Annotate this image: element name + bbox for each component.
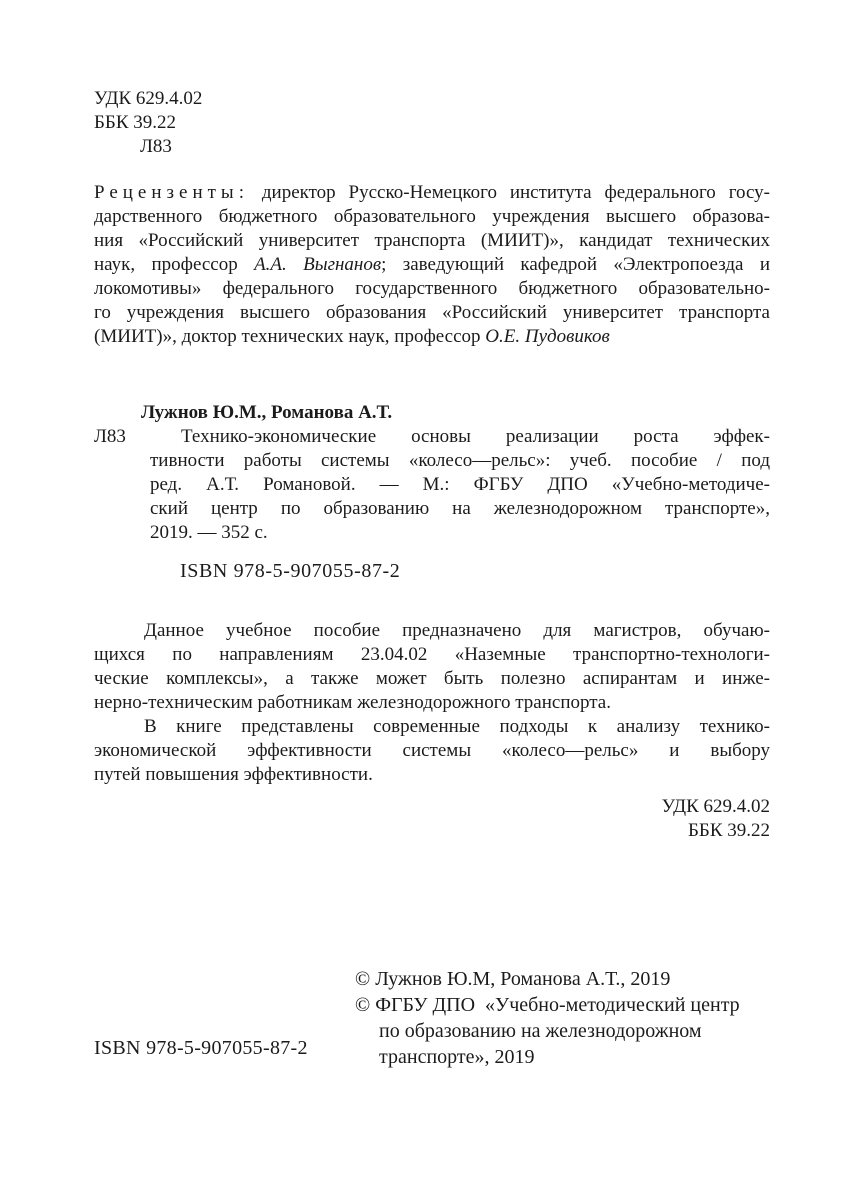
text-line: ский центр по образованию на железнодорожном транспорте», [150, 498, 770, 519]
catalog-code-label: Л83 [94, 426, 126, 447]
udk-number-bottom: УДК 629.4.02 [661, 796, 770, 817]
copyright-block [355, 966, 785, 1070]
text-line: дарственного бюджетного образовательного учреждения высшего образова- [94, 206, 770, 227]
reviewers-paragraph [94, 181, 770, 349]
text-line: © Лужнов Ю.М, Романова А.Т., 2019 [355, 968, 671, 990]
text-line: ред. А.Т. Романовой. — М.: ФГБУ ДПО «Учебно-методиче- [150, 474, 770, 495]
text-line: щихся по направлениям 23.04.02 «Наземные транспортно-технологи- [94, 644, 770, 665]
text-line: В книге представлены современные подходы к анализу технико- [144, 716, 770, 737]
udk-number: УДК 629.4.02 [94, 88, 203, 109]
author-sign-code: Л83 [140, 136, 172, 157]
text-line: © ФГБУ ДПО «Учебно-методический центр [355, 994, 740, 1016]
text-line: тивности работы системы «колесо—рельс»: учеб. пособие / под [150, 450, 770, 471]
text-line: наук, профессор А.А. Выгнанов; заведующий кафедрой «Электропоезда и [94, 254, 770, 275]
annotation-paragraph-2 [94, 715, 770, 787]
text-line: ческие комплексы», а также может быть полезно аспирантам и инже- [94, 668, 770, 689]
text-line: локомотивы» федерального государственного бюджетного образовательно- [94, 278, 770, 299]
text-line: по образованию на железнодорожном [379, 1020, 702, 1042]
text-line: Данное учебное пособие предназначено для магистров, обучаю- [144, 620, 770, 641]
classification-bottom [94, 795, 770, 843]
annotation [94, 619, 770, 787]
text-line: (МИИТ)», доктор технических наук, профессор О.Е. Пудовиков [94, 326, 610, 347]
authors-line: Лужнов Ю.М., Романова А.Т. [141, 402, 393, 423]
text-line: ния «Российский университет транспорта (МИИТ)», кандидат технических [94, 230, 770, 251]
text-line: экономической эффективности системы «колесо—рельс» и выбору [94, 740, 770, 761]
text-line: Рецензенты: директор Русско-Немецкого института федерального госу- [94, 182, 770, 203]
text-line: нерно-техническим работникам железнодорожного транспорта. [94, 692, 611, 713]
bbk-number: ББК 39.22 [94, 112, 176, 133]
text-line: 2019. — 352 с. [150, 522, 268, 543]
annotation-paragraph-1 [94, 619, 770, 715]
text-line: путей повышения эффективности. [94, 764, 373, 785]
text-line: транспорте», 2019 [379, 1046, 535, 1068]
classification-top [94, 87, 770, 159]
catalog-entry-paragraph [150, 425, 770, 545]
bbk-number-bottom: ББК 39.22 [688, 820, 770, 841]
isbn-line: ISBN 978-5-907055-87-2 [180, 560, 401, 582]
isbn-footer: ISBN 978-5-907055-87-2 [94, 1037, 308, 1059]
text-line: го учреждения высшего образования «Российский университет транспорта [94, 302, 770, 323]
text-line: Технико-экономические основы реализации роста эффек- [181, 426, 770, 447]
